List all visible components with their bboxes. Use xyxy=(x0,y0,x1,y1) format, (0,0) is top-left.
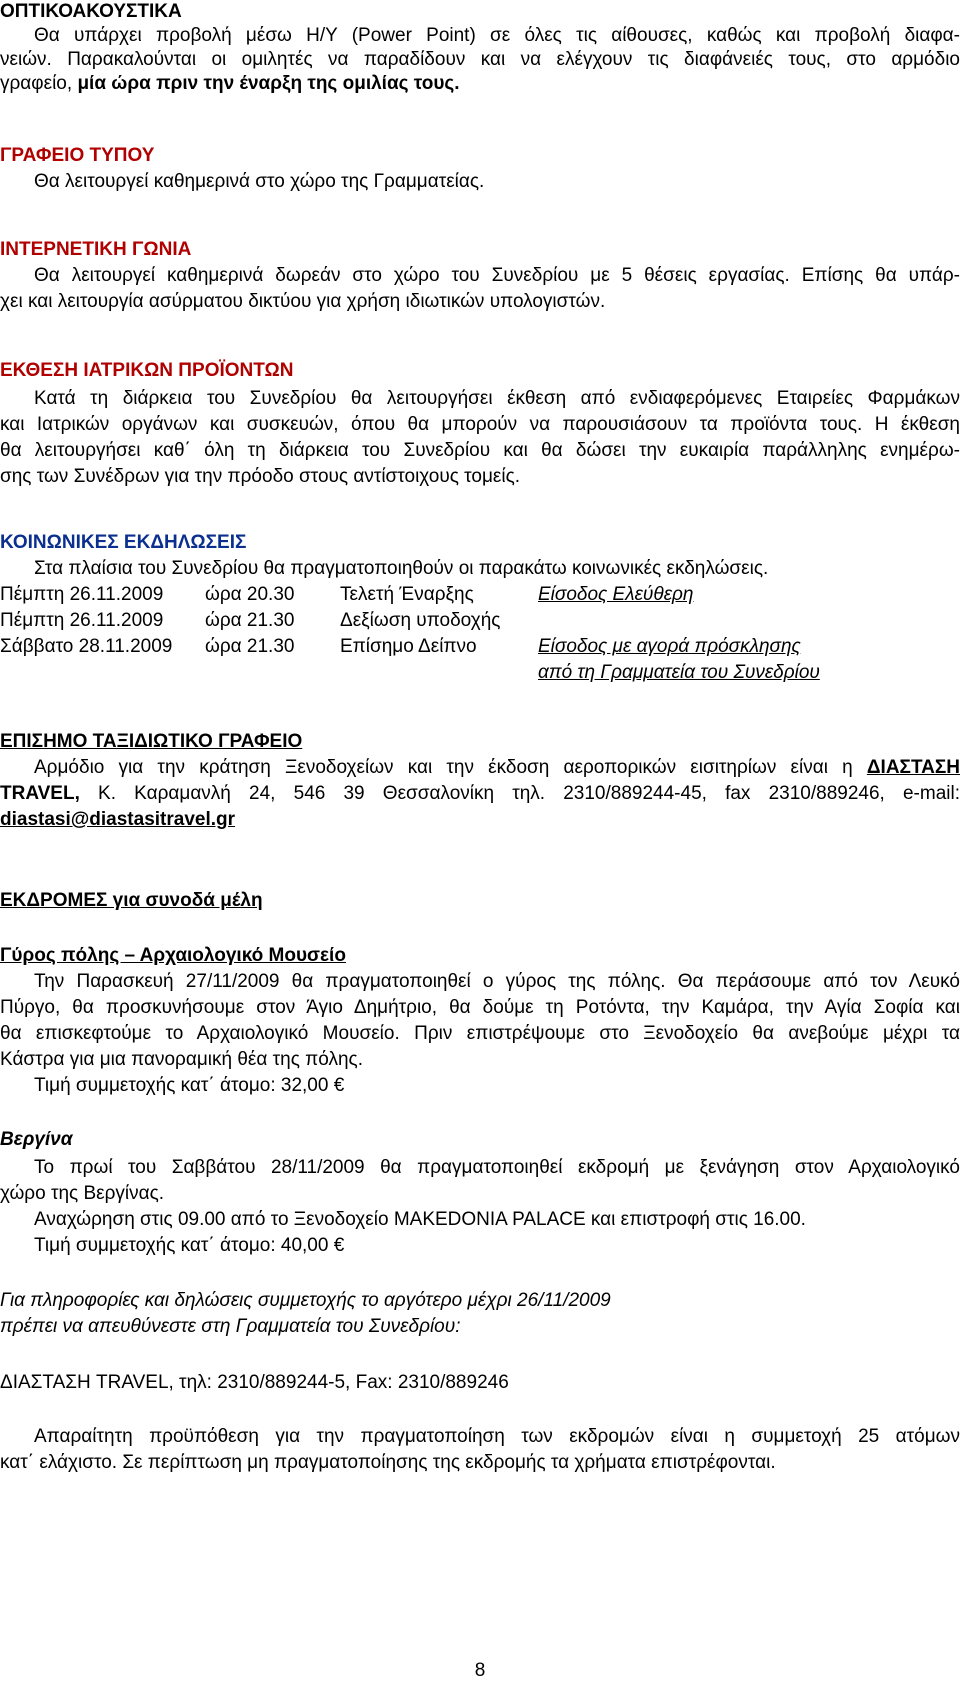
event-time: ώρα 20.30 xyxy=(205,584,295,605)
heading-excursions: ΕΚΔΡΟΜΕΣ για συνοδά μέλη xyxy=(0,890,263,911)
travel-office-text: Αρμόδιο για την κράτηση Ξενοδοχείων και την έκδοση αεροπορικών εισιτηρίων είναι η xyxy=(34,757,867,778)
audiovisual-text-plain: γραφείο, xyxy=(0,73,78,94)
vergina-title: Βεργίνα xyxy=(0,1129,73,1150)
travel-office-email-link[interactable]: diastasi@diastasitravel.gr xyxy=(0,809,236,830)
travel-agency-name-cont: TRAVEL, xyxy=(0,783,80,804)
heading-social-events: ΚΟΙΝΩΝΙΚΕΣ ΕΚΔΗΛΩΣΕΙΣ xyxy=(0,532,247,553)
event-name: Δεξίωση υποδοχής xyxy=(340,610,501,631)
vergina-text-line: Το πρωί του Σαββάτου 28/11/2009 θα πραγματοποιηθεί εκδρομή με ξενάγηση στον Αρχαιολογικό xyxy=(34,1157,960,1178)
exhibition-text-line: θα λειτουργήσει καθ΄ όλη τη διάρκεια του Συνεδρίου και θα δώσει την ευκαιρία παράλληλης ενημέρω- xyxy=(0,440,960,461)
minimum-participants-text: κατ΄ ελάχιστο. Σε περίπτωση μη πραγματοποίησης της εκδρομής τα χρήματα επιστρέφονται. xyxy=(0,1452,776,1473)
heading-medical-exhibition: ΕΚΘΕΣΗ ΙΑΤΡΙΚΩΝ ΠΡΟΪΟΝΤΩΝ xyxy=(0,360,294,381)
event-note: Είσοδος Ελεύθερη xyxy=(538,584,694,605)
page-number: 8 xyxy=(474,1660,486,1681)
tour-text-line: Κάστρα για μια πανοραμική θέα της πόλης. xyxy=(0,1049,363,1070)
event-day: Πέμπτη 26.11.2009 xyxy=(0,610,164,631)
event-day: Σάββατο 28.11.2009 xyxy=(0,636,173,657)
travel-agency-name: ΔΙΑΣΤΑΣΗ xyxy=(866,757,960,778)
contact-info: ΔΙΑΣΤΑΣΗ TRAVEL, τηλ: 2310/889244-5, Fax: 2310/889246 xyxy=(0,1372,509,1393)
audiovisual-text-line: Θα υπάρχει προβολή μέσω Η/Υ (Power Point) σε όλες τις αίθουσες, καθώς και προβολή διαφα- xyxy=(34,25,960,46)
audiovisual-text-line: νειών. Παρακαλούνται οι ομιλητές να παραδίδουν και να ελέγχουν τις διαφάνειές τους, στο αρμόδιο xyxy=(0,49,960,70)
exhibition-text-line: Κατά τη διάρκεια του Συνεδρίου θα λειτουργήσει έκθεση από ενδιαφερόμενες Εταιρείες Φαρμάκων xyxy=(34,388,960,409)
internet-corner-text-line: Θα λειτουργεί καθημερινά δωρεάν στο χώρο του Συνεδρίου με 5 θέσεις εργασίας. Επίσης θα υπάρ- xyxy=(34,265,960,286)
travel-office-address: Κ. Καραμανλή 24, 546 39 Θεσσαλονίκη τηλ. 2310/889244-45, fax 2310/889246, e-mail: xyxy=(79,783,960,804)
registration-info: πρέπει να απευθύνεστε στη Γραμματεία του Συνεδρίου: xyxy=(0,1316,461,1337)
tour-title: Γύρος πόλης – Αρχαιολογικό Μουσείο xyxy=(0,945,346,966)
tour-text-line: θα επισκεφτούμε το Αρχαιολογικό Μουσείο. Πριν επιστρέψουμε στο Ξενοδοχείο θα ανεβούμε μέχρι τα xyxy=(0,1023,960,1044)
social-events-intro: Στα πλαίσια του Συνεδρίου θα πραγματοποιηθούν οι παρακάτω κοινωνικές εκδηλώσεις. xyxy=(34,558,769,579)
tour-text-line: Πύργο, θα προσκυνήσουμε στον Άγιο Δημήτριο, θα δούμε τη Ροτόντα, την Καμάρα, την Αγία Σοφία και xyxy=(0,997,960,1018)
press-office-text: Θα λειτουργεί καθημερινά στο χώρο της Γραμματείας. xyxy=(34,171,485,192)
event-name: Τελετή Έναρξης xyxy=(340,584,474,605)
heading-internet-corner: ΙΝΤΕΡΝΕΤΙΚΗ ΓΩΝΙΑ xyxy=(0,239,192,260)
event-time: ώρα 21.30 xyxy=(205,636,295,657)
exhibition-text-line: και Ιατρικών οργάνων και συσκευών, όπου θα μπορούν να παρουσιάσουν τα προϊόντα τους. Η έκθεση xyxy=(0,414,960,435)
registration-info: Για πληροφορίες και δηλώσεις συμμετοχής το αργότερο μέχρι 26/11/2009 xyxy=(0,1290,611,1311)
heading-press-office: ΓΡΑΦΕΙΟ ΤΥΠΟΥ xyxy=(0,145,155,166)
audiovisual-text-line xyxy=(0,72,460,96)
event-note: Είσοδος με αγορά πρόσκλησης xyxy=(538,636,801,657)
heading-travel-office: ΕΠΙΣΗΜΟ ΤΑΞΙΔΙΩΤΙΚΟ ΓΡΑΦΕΙΟ xyxy=(0,731,303,752)
travel-office-text-line xyxy=(0,782,960,806)
audiovisual-deadline-bold: μία ώρα πριν την έναρξη της ομιλίας τους. xyxy=(77,73,460,94)
tour-text-line: Την Παρασκευή 27/11/2009 θα πραγματοποιηθεί ο γύρος της πόλης. Θα περάσουμε από τον Λευκό xyxy=(34,971,960,992)
event-note-continued: από τη Γραμματεία του Συνεδρίου xyxy=(538,662,820,683)
vergina-price: Τιμή συμμετοχής κατ΄ άτομο: 40,00 € xyxy=(34,1235,345,1256)
travel-office-text-line xyxy=(34,756,960,780)
vergina-departure: Αναχώρηση στις 09.00 από το Ξενοδοχείο MAKEDONIA PALACE και επιστροφή στις 16.00. xyxy=(34,1209,806,1230)
event-time: ώρα 21.30 xyxy=(205,610,295,631)
vergina-text-line: χώρο της Βεργίνας. xyxy=(0,1183,165,1204)
minimum-participants-text: Απαραίτητη προϋπόθεση για την πραγματοποίηση των εκδρομών είναι η συμμετοχή 25 ατόμων xyxy=(34,1426,960,1447)
tour-price: Τιμή συμμετοχής κατ΄ άτομο: 32,00 € xyxy=(34,1075,345,1096)
heading-audiovisual: ΟΠΤΙΚΟΑΚΟΥΣΤΙΚΑ xyxy=(0,1,182,22)
exhibition-text-line: σης των Συνέδρων για την πρόοδο στους αντίστοιχους τομείς. xyxy=(0,466,521,487)
event-day: Πέμπτη 26.11.2009 xyxy=(0,584,164,605)
internet-corner-text-line: χει και λειτουργία ασύρματου δικτύου για χρήση ιδιωτικών υπολογιστών. xyxy=(0,291,606,312)
event-name: Επίσημο Δείπνο xyxy=(340,636,477,657)
